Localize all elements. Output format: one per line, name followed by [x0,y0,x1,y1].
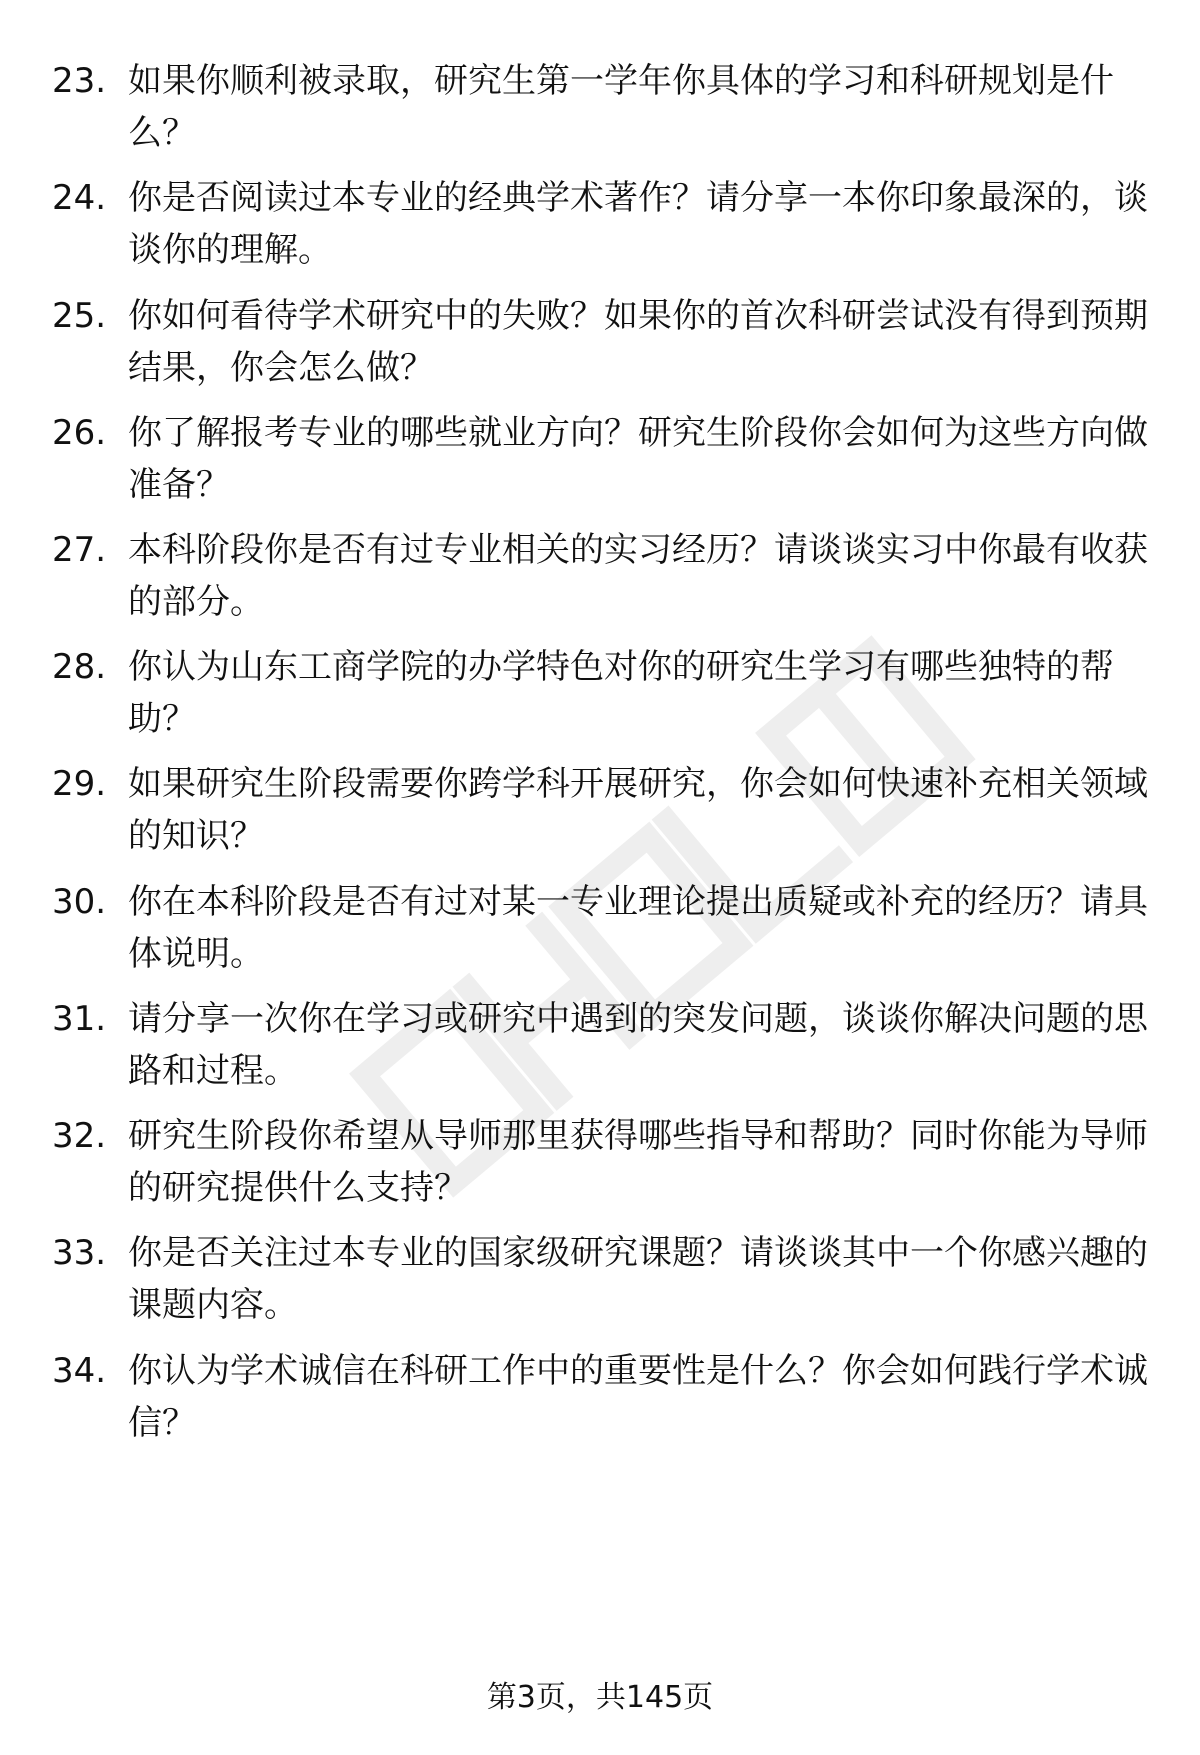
question-text: 研究生阶段你希望从导师那里获得哪些指导和帮助？同时你能为导师的研究提供什么支持？ [128,1116,1148,1208]
question-text: 你在本科阶段是否有过对某一专业理论提出质疑或补充的经历？请具体说明。 [128,882,1148,974]
question-item [52,1110,1162,1214]
question-number: 30. [52,882,107,922]
question-number: 34. [52,1351,107,1391]
page-footer: 第3页，共145页 [486,1680,714,1715]
question-text: 请分享一次你在学习或研究中遇到的突发问题，谈谈你解决问题的思路和过程。 [128,999,1148,1091]
question-item [52,524,1162,628]
question-text: 你认为山东工商学院的办学特色对你的研究生学习有哪些独特的帮助？ [128,647,1114,739]
question-number: 26. [52,413,107,453]
question-text: 你认为学术诚信在科研工作中的重要性是什么？你会如何践行学术诚信？ [128,1351,1148,1443]
question-number: 32. [52,1116,107,1156]
question-text: 你是否关注过本专业的国家级研究课题？请谈谈其中一个你感兴趣的课题内容。 [128,1233,1148,1325]
question-text: 你如何看待学术研究中的失败？如果你的首次科研尝试没有得到预期结果，你会怎么做？ [128,296,1148,388]
question-item [52,876,1162,980]
question-number: 23. [52,61,107,101]
question-item [52,290,1162,394]
question-number: 25. [52,296,107,336]
question-number: 31. [52,999,107,1039]
question-text: 如果研究生阶段需要你跨学科开展研究，你会如何快速补充相关领域的知识？ [128,764,1148,856]
question-item [52,993,1162,1097]
question-text: 本科阶段你是否有过专业相关的实习经历？请谈谈实习中你最有收获的部分。 [128,530,1148,622]
question-number: 27. [52,530,107,570]
question-text: 你是否阅读过本专业的经典学术著作？请分享一本你印象最深的，谈谈你的理解。 [128,178,1148,270]
question-item [52,641,1162,745]
question-item [52,55,1162,159]
question-text: 你了解报考专业的哪些就业方向？研究生阶段你会如何为这些方向做准备？ [128,413,1148,505]
question-item [52,1345,1162,1449]
question-number: 33. [52,1233,107,1273]
question-item [52,172,1162,276]
question-item [52,407,1162,511]
question-text: 如果你顺利被录取，研究生第一学年你具体的学习和科研规划是什么？ [128,61,1114,153]
question-number: 29. [52,764,107,804]
question-item [52,1227,1162,1331]
question-item [52,758,1162,862]
question-number: 24. [52,178,107,218]
question-number: 28. [52,647,107,687]
